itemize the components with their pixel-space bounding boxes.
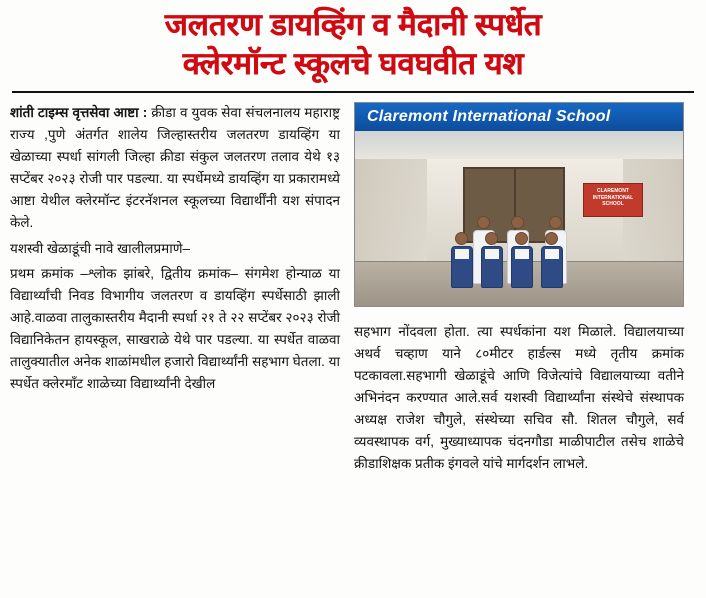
winners-heading: यशस्वी खेळाडूंची नावे खालीलप्रमाणे–	[10, 240, 190, 256]
person-body	[541, 246, 563, 288]
right-column	[354, 102, 684, 474]
person-body	[481, 246, 503, 288]
person-student	[451, 232, 471, 288]
person-head	[455, 232, 468, 245]
photo-banner-label: Claremont International School	[355, 103, 683, 132]
winners-paragraph: प्रथम क्रमांक –श्लोक झांबरे, द्वितीय क्रमांक– संगमेश होन्याळ या विद्यार्थ्यांची निवड विभागीय जलतरण व डायव्हिंग स्पर्धेसाठी झाली आहे.वाळवा तालुकास्तरीय मैदानी स्पर्धा २१ ते २२ सप्टेंबर २०२३ रोजी विद्यानिकेतन हायस्कूल, साखराळे येथे पार पडल्या. या स्पर्धेत वाळवा तालुक्यातील अनेक शाळांमधील हजारो विद्यार्थ्यांनी सहभाग घेतला. या स्पर्धेत क्लेरमॉंट शाळेच्या विद्यार्थ्यांनी देखील	[10, 266, 340, 391]
person-student	[511, 232, 531, 288]
person-body	[511, 246, 533, 288]
person-head	[515, 232, 528, 245]
article-photo	[354, 102, 684, 307]
wall-left	[355, 159, 428, 266]
photo-scene	[355, 131, 683, 306]
person-student	[481, 232, 501, 288]
person-head	[477, 216, 490, 229]
lead-paragraph	[10, 102, 340, 233]
school-signboard: CLAREMONT INTERNATIONAL SCHOOL	[583, 183, 643, 217]
person-head	[485, 232, 498, 245]
article-body	[10, 102, 696, 474]
person-head	[549, 216, 562, 229]
page-title	[10, 8, 696, 81]
divider	[12, 91, 694, 93]
person-head	[511, 216, 524, 229]
person-student	[541, 232, 561, 288]
headline-line-2: क्लेरमॉन्ट स्कूलचे घवघवीत यश	[182, 45, 524, 81]
ceiling	[355, 131, 683, 162]
left-column	[10, 102, 340, 398]
paragraph-text: क्रीडा व युवक सेवा संचलनालय महाराष्ट्र राज्य ,पुणे अंतर्गत शालेय जिल्हास्तरीय जलतरण डायव्हिंग या खेळाच्या स्पर्धा सांगली जिल्हा क्रीडा संकुल जलतरण तलाव येथे १३ सप्टेंबर २०२३ रोजी पार पडल्या. या स्पर्धेमध्ये डायव्हिंग या प्रकारामध्ये आष्टा येथील क्लेरमॉन्ट इंटरनॅशनल स्कूलच्या विद्यार्थींनी यश संपादन केले.	[10, 105, 341, 230]
byline: शांती टाइम्स वृत्तसेवा आष्टा :	[10, 105, 148, 121]
person-head	[545, 232, 558, 245]
photo-caption-gap	[354, 307, 684, 313]
headline-line-1: जलतरण डायव्हिंग व मैदानी स्पर्धेत	[164, 7, 542, 42]
right-column-text: सहभाग नोंदवला होता. त्या स्पर्धकांना यश मिळाले. विद्यालयाच्या अथर्व चव्हाण याने ८०मीटर हार्डल्स मध्ये तृतीय क्रमांक पटकावला.सहभागी खेळाडूंचे आणि विजेत्यांचे विद्यालयाच्या वतीने अभिनंदन करण्यात आले.सर्व यशस्वी विद्यार्थ्यांना संस्थेचे संस्थापक अध्यक्ष राजेश चौगुले, संस्थेच्या सचिव सौ. शितल चौगुले, सर्व व्यवस्थापक वर्ग, मुख्याध्यापक चंदनगौडा माळीपाटील तसेच शाळेचे क्रीडाशिक्षक प्रतीक इंगवले यांचे मार्गदर्शन लाभले.	[354, 324, 684, 471]
person-body	[451, 246, 473, 288]
